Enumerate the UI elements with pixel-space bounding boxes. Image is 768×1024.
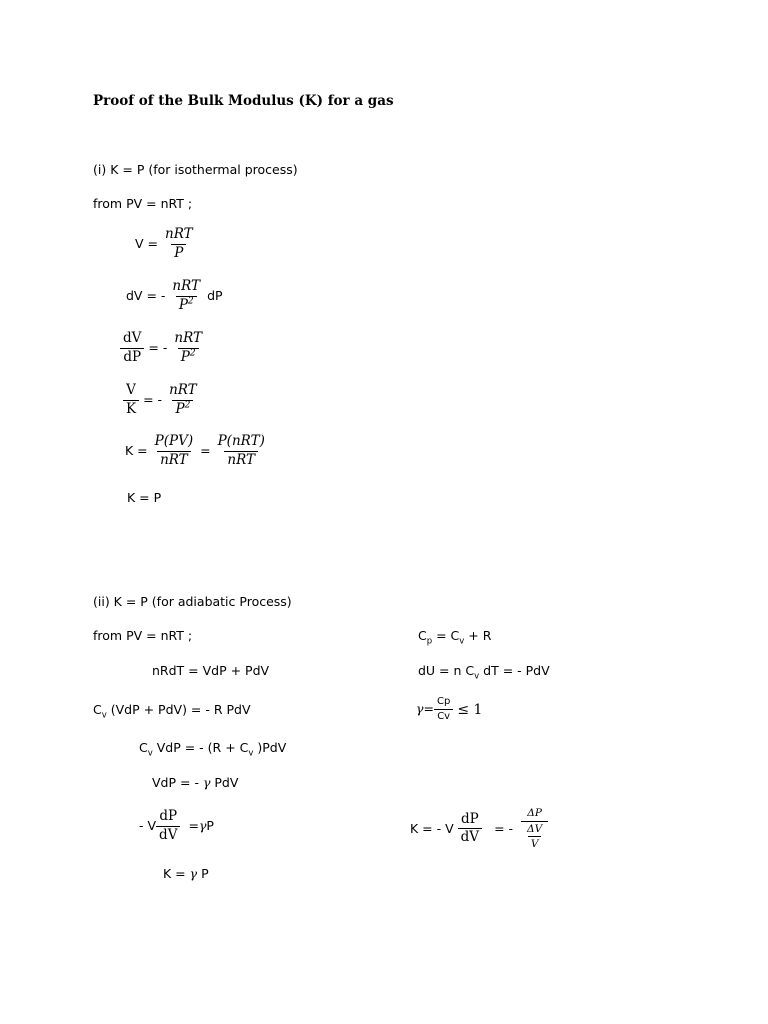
part2-eq-vdp (152, 777, 238, 790)
eq-text: K = (163, 866, 190, 881)
eq-mid: = - (143, 391, 163, 407)
fraction-numerator: dP (460, 810, 479, 827)
denominator-base: P (178, 296, 188, 313)
fraction-numerator: P(PV) (154, 433, 194, 449)
part2-eq-nrdt: nRdT = VdP + PdV (152, 663, 270, 678)
eq-text: VdP = - (R + C (152, 740, 249, 755)
nested-numerator: ΔV (527, 822, 543, 835)
page-title: Proof of the Bulk Modulus (K) for a gas (93, 93, 394, 109)
eq-text: = C (432, 628, 460, 643)
fraction-denominator (172, 400, 193, 417)
exponent: 2 (187, 296, 194, 306)
fraction-numerator: nRT (169, 382, 197, 398)
fraction (162, 228, 196, 260)
subscript: v (459, 636, 465, 647)
fraction-denominator: K (123, 400, 139, 417)
gamma-symbol: γ (416, 701, 424, 717)
cv-symbol: C (139, 740, 148, 755)
part1-heading: (i) K = P (for isothermal process) (93, 162, 298, 177)
part1-eq-k-expand (125, 435, 268, 467)
nested-denominator: V (528, 836, 542, 850)
eq-rhs: dP (207, 287, 223, 303)
subscript: v (248, 748, 254, 759)
eq-mid: = - (148, 339, 168, 355)
side-eq-cp (418, 628, 492, 647)
part2-eq-vdpdv (139, 810, 214, 842)
fraction-lhs (120, 332, 144, 364)
fraction-numerator: P(nRT) (217, 433, 265, 449)
denominator-base: P (180, 348, 190, 365)
gamma-symbol: γ (189, 866, 198, 881)
fraction (458, 810, 482, 846)
part1-from-line: from PV = nRT ; (93, 196, 193, 211)
part2-eq-cv-vdp (139, 740, 287, 759)
fraction (152, 435, 196, 467)
eq-mid: = (188, 817, 199, 833)
fraction-denominator (521, 821, 548, 850)
fraction (434, 697, 453, 722)
fraction-delta (521, 808, 548, 850)
fraction-denominator: Cv (434, 709, 453, 722)
cp-symbol: C (418, 628, 427, 643)
part1-eq-dv (126, 280, 223, 312)
side-eq-du (418, 663, 550, 682)
part1-eq-vk (123, 384, 200, 416)
subscript: v (474, 671, 480, 682)
fraction (215, 435, 268, 467)
part1-eq-dvdp (120, 332, 205, 364)
eq-text: dT = - PdV (479, 663, 550, 678)
fraction (156, 810, 180, 842)
eq-text: )PdV (253, 740, 287, 755)
part2-result (163, 868, 209, 881)
gamma-symbol: γ (202, 775, 211, 790)
part1-result: K = P (127, 490, 162, 505)
fraction (171, 332, 205, 364)
fraction-numerator: dV (123, 330, 142, 346)
fraction-denominator: nRT (224, 451, 258, 468)
eq-text: PdV (210, 775, 239, 790)
nested-fraction (524, 824, 545, 850)
subscript: p (426, 636, 433, 647)
part2-eq-cv (93, 702, 251, 721)
fraction-numerator: dP (159, 808, 178, 824)
fraction-denominator: dV (156, 826, 180, 843)
part2-heading: (ii) K = P (for adiabatic Process) (93, 594, 292, 609)
part1-eq-v (135, 228, 196, 260)
subscript: v (101, 710, 107, 721)
eq-lhs: K = - V (410, 820, 454, 836)
denominator-base: P (175, 400, 185, 417)
eq-rhs: ≤ 1 (457, 701, 483, 718)
fraction (169, 280, 203, 312)
eq-text: dU = n C (418, 663, 475, 678)
fraction-numerator: nRT (165, 226, 193, 242)
fraction-numerator: ΔP (527, 807, 542, 819)
fraction-denominator (176, 296, 197, 313)
cv-symbol: C (93, 702, 102, 717)
gamma-symbol: γ (198, 817, 207, 833)
eq-lhs: dV = - (126, 287, 166, 303)
subscript: v (147, 748, 153, 759)
fraction (166, 384, 200, 416)
fraction-denominator: dP (120, 348, 144, 365)
fraction-numerator: nRT (172, 278, 201, 294)
eq-mid: = (423, 701, 434, 717)
eq-text: P (197, 866, 209, 881)
fraction-lhs (123, 384, 139, 416)
part2-from-line: from PV = nRT ; (93, 628, 193, 643)
fraction-denominator (178, 348, 199, 365)
eq-text: (VdP + PdV) = - R PdV (106, 702, 251, 717)
fraction-denominator: nRT (157, 451, 191, 468)
eq-lhs: - V (139, 817, 157, 833)
exponent: 2 (189, 348, 196, 358)
eq-text: VdP = - (152, 775, 203, 790)
eq-mid: = (200, 442, 211, 458)
fraction-numerator: nRT (174, 330, 203, 346)
side-eq-k (410, 808, 548, 850)
eq-mid: = - (494, 820, 514, 836)
fraction-denominator: P (171, 244, 186, 261)
eq-lhs: K = (125, 442, 148, 458)
eq-rhs: P (206, 817, 214, 833)
fraction-numerator: Cp (436, 696, 451, 707)
fraction-numerator: V (126, 382, 136, 398)
eq-lhs: V = (135, 235, 158, 251)
side-eq-gamma (416, 697, 482, 722)
fraction-denominator: dV (458, 828, 482, 845)
eq-text: + R (464, 628, 492, 643)
exponent: 2 (184, 400, 191, 410)
